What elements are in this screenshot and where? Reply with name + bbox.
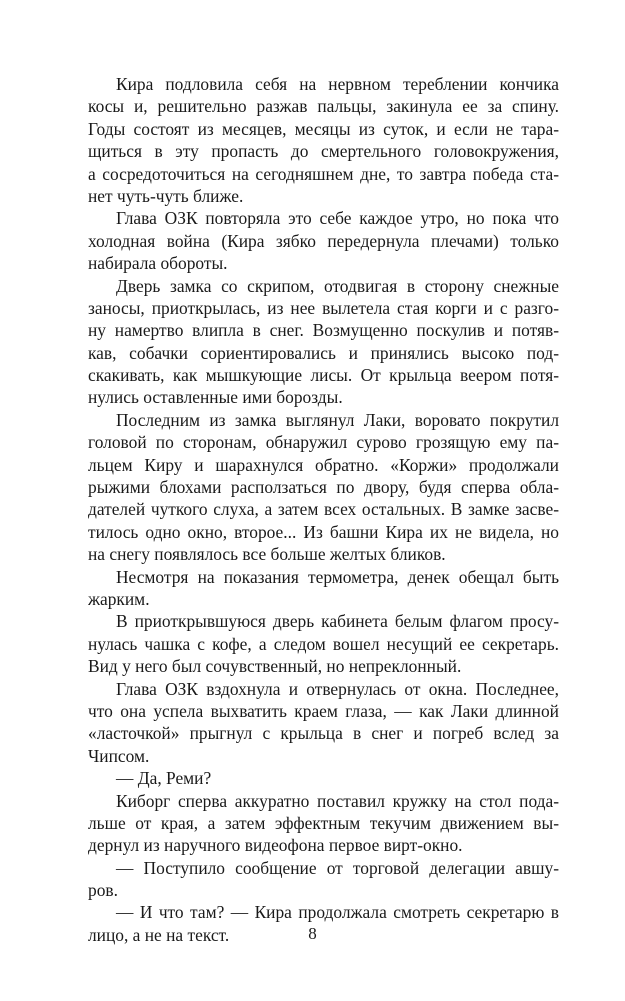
text-line: набирала обороты. — [88, 253, 228, 274]
text-line: холодная война (Кира зябко передернула плечами) только — [88, 230, 559, 251]
text-line: Несмотря на показания термометра, денек обещал быть — [116, 566, 559, 587]
text-line: Кира подловила себя на нервном тереблении кончика — [116, 74, 559, 94]
text-line: льше от края, а затем эффектным текучим движением вы- — [88, 812, 559, 833]
body-text — [88, 73, 559, 946]
text-line: — Поступило сообщение от торговой делегации авшу- — [116, 857, 559, 878]
text-line: лицо, а не на текст. — [88, 924, 230, 945]
text-line: щиться в эту пропасть до смертельного головокружения, — [88, 141, 559, 162]
text-line: дателей чуткого слуха, а затем всех остальных. В замке засве- — [88, 499, 559, 520]
text-line: Последним из замка выглянул Лаки, вороватo покрутил — [116, 409, 559, 430]
text-line: ров. — [88, 880, 118, 901]
text-line: «ласточкой» прыгнул с крыльца в снег и погреб вслед за — [88, 723, 559, 744]
text-line: Годы состоят из месяцев, месяцы из суток, и если не тара- — [88, 118, 559, 139]
text-line: Глава ОЗК вздохнула и отвернулась от окна. Последнее, — [116, 678, 559, 699]
text-line: на снегу появлялось все больше желтых бликов. — [88, 544, 446, 565]
text-line: нулись оставленные ими борозды. — [88, 387, 343, 408]
text-line: головой по сторонам, обнаружил сурово грозящую ему па- — [88, 432, 559, 453]
text-line: Киборг сперва аккуратно поставил кружку на стол пода- — [116, 790, 559, 811]
text-line: — Да, Реми? — [116, 768, 212, 789]
text-line: косы и, решительно разжав пальцы, закинула ее за спину. — [88, 96, 559, 117]
text-line: Глава ОЗК повторяла это себе каждое утро, но пока что — [116, 208, 559, 229]
text-line: жарким. — [88, 588, 150, 609]
text-line: кав, собачки сориентировались и принялись высоко под- — [88, 342, 559, 363]
text-line: Чипсом. — [88, 745, 150, 766]
page-number: 8 — [308, 924, 317, 943]
text-line: а сосредоточиться на сегодняшнем дне, то завтра победа ста- — [88, 163, 559, 184]
text-line: что она успела выхватить краем глаза, — как Лаки длинной — [88, 700, 559, 721]
text-line: ну намертво влипла в снег. Возмущенно поскулив и потяв- — [88, 320, 559, 341]
text-line: нет чуть-чуть ближе. — [88, 185, 244, 206]
text-line: В приоткрывшуюся дверь кабинета белым флагом просу- — [116, 611, 559, 632]
text-line: дернул из наручного видеофона первое вирт-окно. — [88, 835, 463, 856]
text-line: льцем Киру и шарахнулся обратно. «Коржи» продолжали — [88, 454, 559, 475]
text-line: рыжими блохами расползаться по двору, будя сперва обла- — [88, 477, 559, 498]
text-line: тилось одно окно, второе... Из башни Кира их не видела, но — [88, 521, 559, 542]
text-line: Дверь замка со скрипом, отодвигая в сторону снежные — [116, 275, 559, 296]
text-line: Вид у него был сочувственный, но непреклонный. — [88, 656, 462, 677]
text-line: — И что там? — Кира продолжала смотреть секретарю в — [116, 902, 559, 923]
text-line: нулась чашка с кофе, а следом вошел несущий ее секретарь. — [88, 633, 559, 654]
text-line: скакивать, как мышкующие лисы. От крыльца веером потя- — [88, 365, 559, 386]
text-line: заносы, приоткрылась, из нее вылетела стая корги и с разго- — [88, 297, 559, 318]
